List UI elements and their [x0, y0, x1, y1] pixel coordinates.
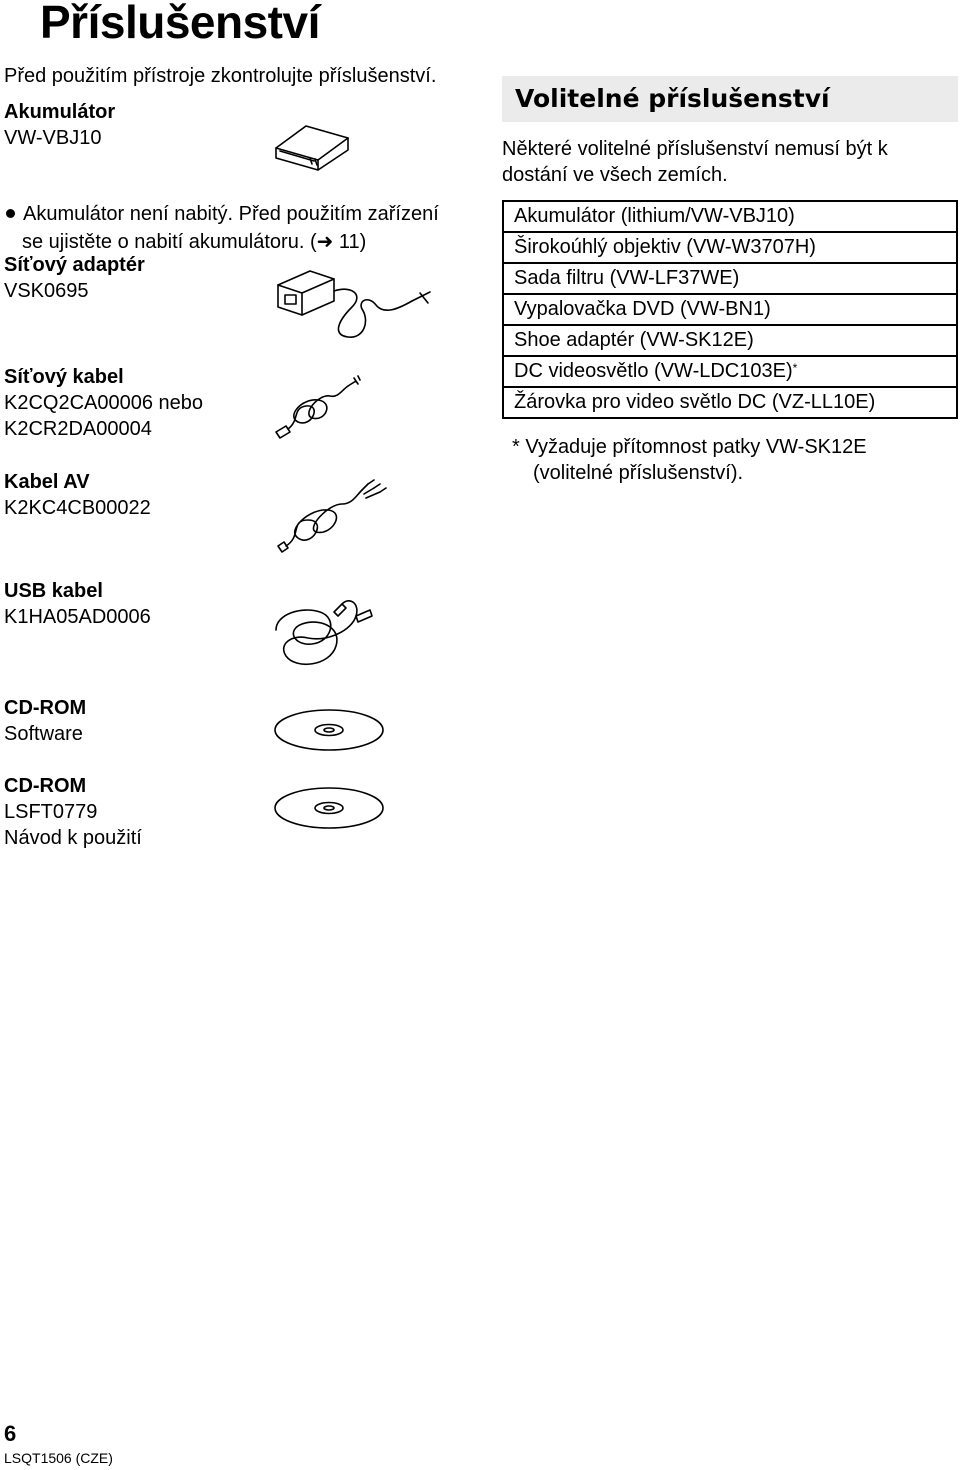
- accessory-code-cdrom-manual: LSFT0779: [4, 801, 98, 823]
- accessory-code-ac-adaptor: VSK0695: [4, 280, 89, 302]
- optional-item: Širokoúhlý objektiv (VW-W3707H): [503, 232, 957, 263]
- document-code: LSQT1506 (CZE): [4, 1450, 113, 1466]
- table-row: [503, 356, 957, 387]
- battery-note-line1: Akumulátor není nabitý. Před použitím zařízení: [4, 201, 439, 227]
- accessory-code-usb-cable: K1HA05AD0006: [4, 606, 151, 628]
- ac-adaptor-illustration: [272, 265, 432, 345]
- power-cord-illustration: [272, 372, 367, 442]
- accessory-name-cdrom-software: CD-ROM: [4, 697, 87, 719]
- accessory-name-av-cable: Kabel AV: [4, 471, 90, 493]
- accessory-code-battery: VW-VBJ10: [4, 127, 102, 149]
- battery-illustration: [272, 120, 352, 172]
- accessory-code-power-cord-2: K2CR2DA00004: [4, 418, 152, 440]
- optional-item: Sada filtru (VW-LF37WE): [503, 263, 957, 294]
- usb-cable-illustration: [272, 590, 382, 674]
- optional-item: Akumulátor (lithium/VW-VBJ10): [503, 201, 957, 232]
- table-row: [503, 387, 957, 418]
- accessory-name-power-cord: Síťový kabel: [4, 366, 124, 388]
- accessory-code-av-cable: K2KC4CB00022: [4, 497, 151, 519]
- accessory-name-cdrom-manual: CD-ROM: [4, 775, 87, 797]
- optional-note-line1: Některé volitelné příslušenství nemusí být k: [502, 138, 888, 160]
- accessory-name-ac-adaptor: Síťový adaptér: [4, 254, 145, 276]
- accessory-code-cdrom-software: Software: [4, 723, 83, 745]
- table-row: [503, 201, 957, 232]
- table-row: [503, 325, 957, 356]
- optional-item: Shoe adaptér (VW-SK12E): [503, 325, 957, 356]
- optional-item: Vypalovačka DVD (VW-BN1): [503, 294, 957, 325]
- asterisk-mark: *: [792, 361, 798, 375]
- optional-accessories-heading: Volitelné příslušenství: [502, 76, 958, 122]
- footnote-line1: * Vyžaduje přítomnost patky VW-SK12E: [512, 436, 867, 458]
- optional-note-line2: dostání ve všech zemích.: [502, 164, 728, 186]
- page-number: 6: [4, 1421, 17, 1446]
- table-row: [503, 263, 957, 294]
- optional-item-text: DC videosvětlo (VW-LDC103E): [514, 360, 793, 382]
- accessory-name-battery: Akumulátor: [4, 101, 116, 123]
- cd-rom-software-icon: [272, 708, 388, 752]
- table-row: [503, 294, 957, 325]
- table-row: [503, 232, 957, 263]
- optional-item: Žárovka pro video světlo DC (VZ-LL10E): [503, 387, 957, 418]
- cd-rom-manual-icon: [272, 786, 388, 830]
- battery-note-line2: se ujistěte o nabití akumulátoru. (➜ 11): [22, 231, 367, 253]
- optional-accessories-table: [502, 200, 958, 419]
- page-title: Příslušenství: [40, 0, 320, 48]
- bullet-icon: [6, 209, 15, 218]
- accessory-desc-cdrom-manual: Návod k použití: [4, 827, 142, 849]
- accessory-code-power-cord-1: K2CQ2CA00006 nebo: [4, 392, 204, 414]
- av-cable-illustration: [272, 476, 392, 560]
- accessory-name-usb-cable: USB kabel: [4, 580, 103, 602]
- intro-text: Před použitím přístroje zkontrolujte příslušenství.: [4, 65, 437, 87]
- optional-item-with-note: [503, 356, 957, 387]
- footnote-line2: (volitelné příslušenství).: [533, 462, 744, 484]
